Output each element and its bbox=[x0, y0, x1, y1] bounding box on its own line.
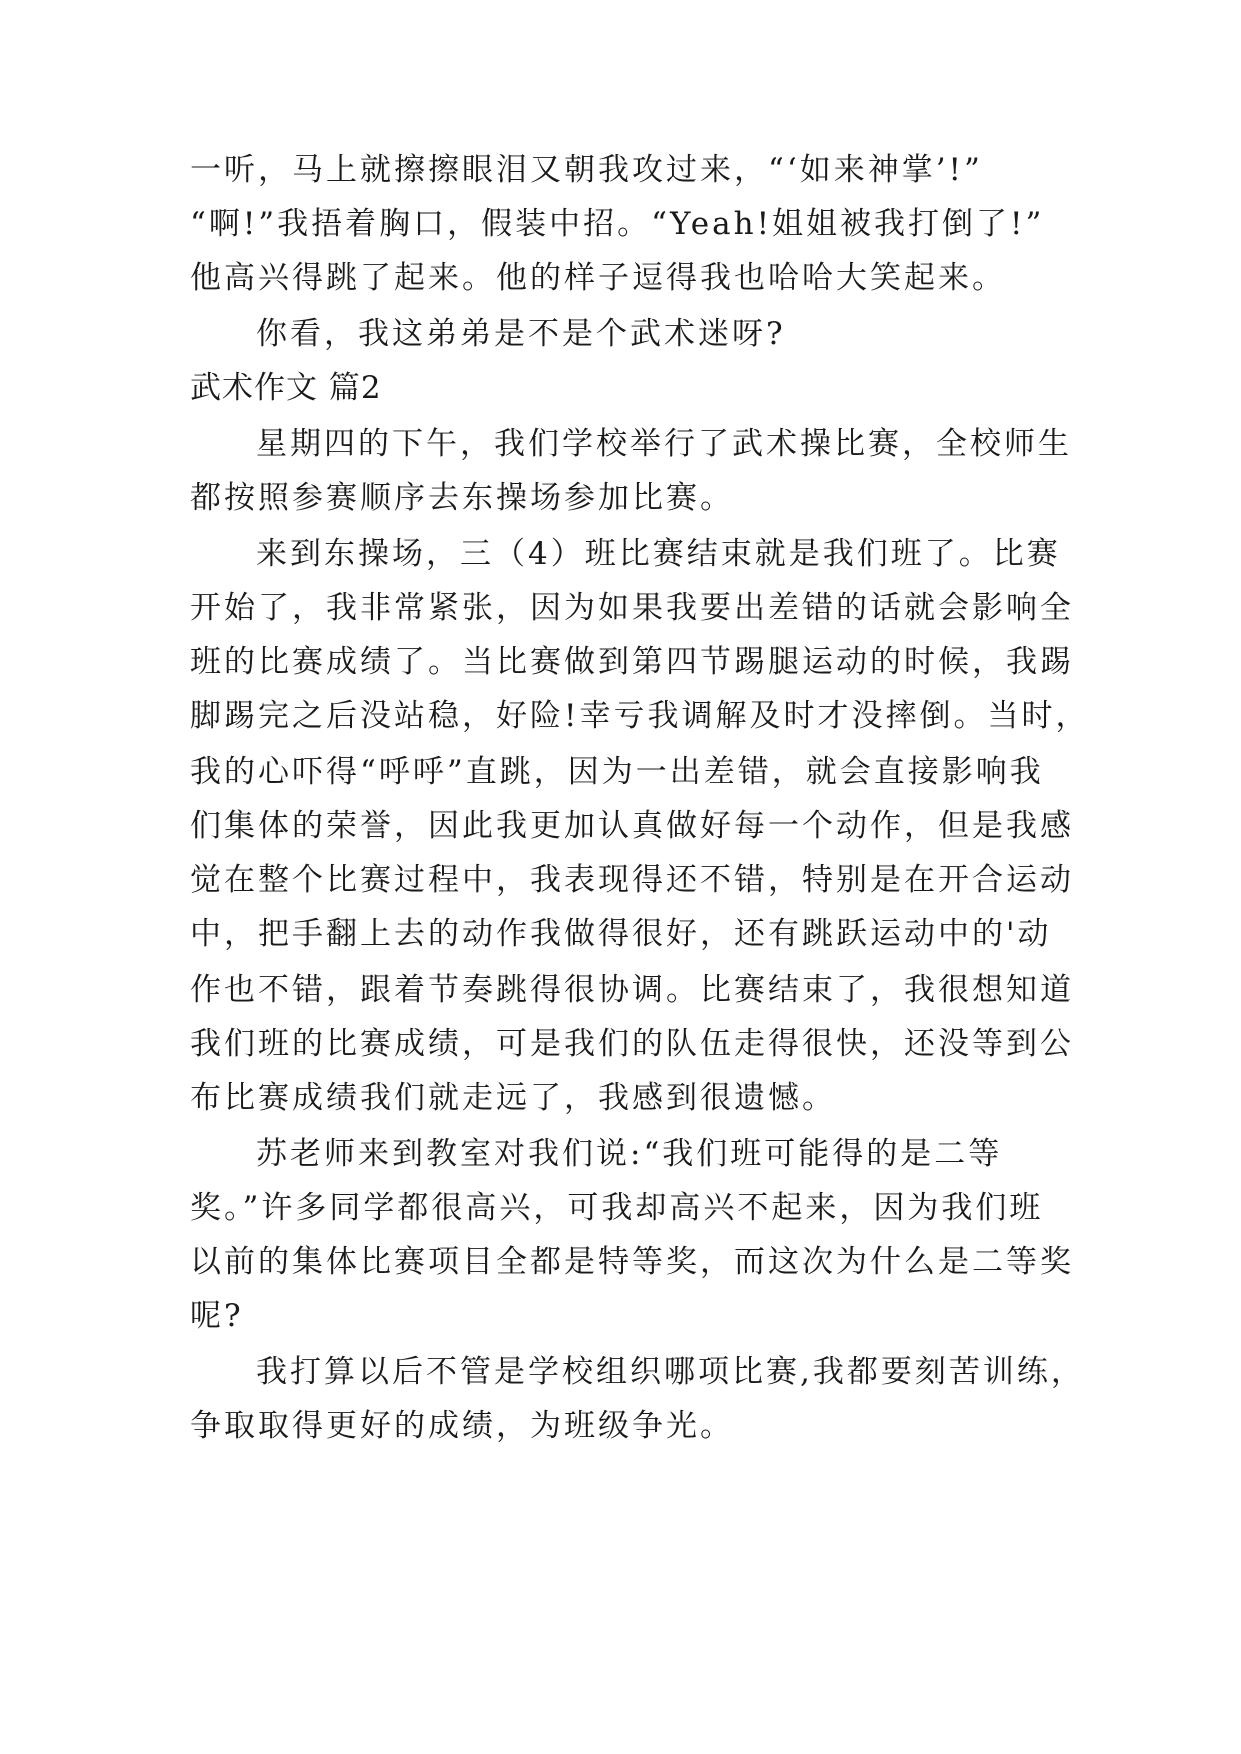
text-line: 一听，马上就擦擦眼泪又朝我攻过来，“‘如来神掌’!” bbox=[190, 152, 983, 188]
text-line: “啊!”我捂着胸口，假装中招。“Yeah!姐姐被我打倒了!” bbox=[190, 206, 1045, 242]
section-heading: 武术作文 篇2 bbox=[190, 370, 382, 406]
text-line: 以前的集体比赛项目全都是特等奖，而这次为什么是二等奖 bbox=[190, 1244, 1074, 1280]
text-line: 都按照参赛顺序去东操场参加比赛。 bbox=[190, 480, 734, 516]
text-line: 他高兴得跳了起来。他的样子逗得我也哈哈大笑起来。 bbox=[190, 260, 1006, 296]
text-line: 布比赛成绩我们就走远了，我感到很遗憾。 bbox=[190, 1080, 836, 1116]
text-line: 呢? bbox=[190, 1298, 244, 1334]
text-line: 觉在整个比赛过程中，我表现得还不错，特别是在开合运动 bbox=[190, 862, 1074, 898]
text-line: 开始了，我非常紧张，因为如果我要出差错的话就会影响全 bbox=[190, 590, 1074, 626]
text-line: 脚踢完之后没站稳，好险!幸亏我调解及时才没摔倒。当时， bbox=[190, 698, 1090, 734]
text-line: 来到东操场，三（4）班比赛结束就是我们班了。比赛 bbox=[256, 536, 1061, 572]
text-line: 作也不错，跟着节奏跳得很协调。比赛结束了，我很想知道 bbox=[190, 972, 1074, 1008]
text-line: 星期四的下午，我们学校举行了武术操比赛，全校师生 bbox=[256, 426, 1072, 462]
text-line: 奖。”许多同学都很高兴，可我却高兴不起来，因为我们班 bbox=[190, 1190, 1044, 1226]
text-line: 你看，我这弟弟是不是个武术迷呀? bbox=[256, 316, 786, 352]
text-line: 班的比赛成绩了。当比赛做到第四节踢腿运动的时候，我踢 bbox=[190, 644, 1074, 680]
text-line: 我的心吓得“呼呼”直跳，因为一出差错，就会直接影响我 bbox=[190, 754, 1044, 790]
text-line: 争取取得更好的成绩，为班级争光。 bbox=[190, 1408, 734, 1444]
text-line: 们集体的荣誉，因此我更加认真做好每一个动作，但是我感 bbox=[190, 808, 1074, 844]
text-line: 中，把手翻上去的动作我做得很好，还有跳跃运动中的'动 bbox=[190, 916, 1052, 952]
text-line: 我们班的比赛成绩，可是我们的队伍走得很快，还没等到公 bbox=[190, 1026, 1074, 1062]
text-line: 我打算以后不管是学校组织哪项比赛,我都要刻苦训练， bbox=[256, 1354, 1085, 1390]
text-line: 苏老师来到教室对我们说:“我们班可能得的是二等 bbox=[256, 1136, 1003, 1172]
